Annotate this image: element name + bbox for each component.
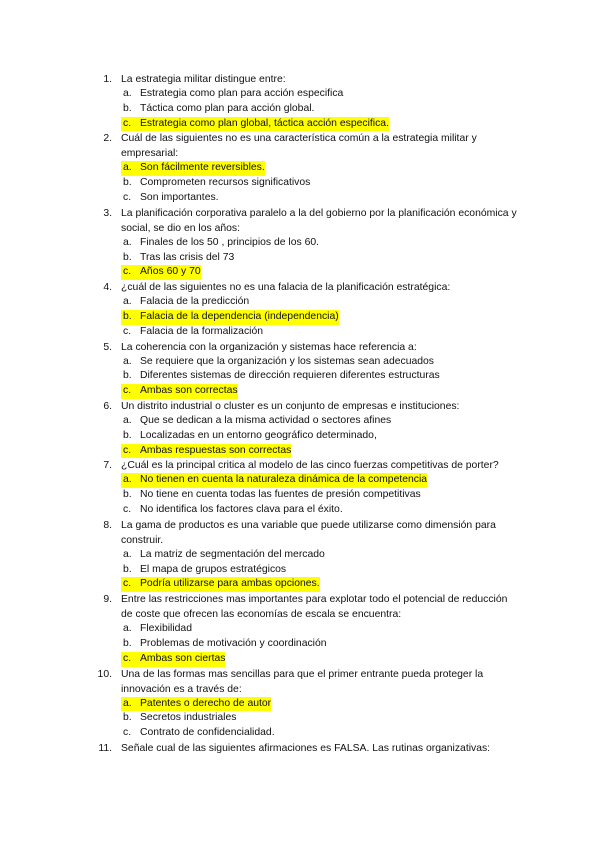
question-head [0,340,599,355]
option-text: Falacia de la formalización [140,325,264,337]
question-number: 9. [103,594,112,606]
question-4 [0,280,599,339]
option-letter: c. [123,191,132,203]
answer-option [0,191,599,206]
answer-options [0,697,599,741]
option-letter: b. [123,712,132,724]
question-8 [0,518,599,592]
option-text: Se requiere que la organización y los sistemas sean adecuados [140,355,435,367]
question-text: La coherencia con la organización y sistemas hace referencia a: [121,341,417,353]
answer-option [0,563,599,578]
option-letter: b. [123,177,132,189]
question-text: ¿cuál de las siguientes no es una falacia de la planificación estratégica: [121,282,451,294]
option-text: Son importantes. [140,191,219,203]
option-text: Años 60 y 70 [140,265,201,280]
answer-option [0,726,599,741]
answer-option [0,488,599,503]
question-text: Cuál de las siguientes no es una característica común a la estrategia militar y empresarial: [121,133,477,160]
option-text: Ambas respuestas son correctas [140,444,291,459]
option-letter: c. [123,727,132,739]
answer-option [0,711,599,726]
question-text: Entre las restricciones mas importantes para explotar todo el potencial de reducción de coste que ofrecen las economías de escala se encuentra: [121,594,508,621]
option-letter: a. [121,161,140,176]
question-text: La estrategia militar distingue entre: [121,74,286,85]
option-letter: c. [121,577,140,592]
question-5 [0,340,599,399]
option-text: Finales de los 50 , principios de los 60. [140,236,320,248]
answer-option-highlighted [0,444,599,459]
question-9 [0,592,599,666]
answer-option [0,429,599,444]
answer-option [0,622,599,637]
option-letter: a. [123,623,132,635]
option-letter: b. [121,310,140,325]
answer-option [0,369,599,384]
option-text: Tras las crisis del 73 [140,251,235,263]
answer-option-highlighted [0,473,599,488]
option-text: Ambas son correctas [140,384,238,399]
question-head [0,72,599,87]
document-page [0,72,599,756]
option-letter: c. [121,265,140,280]
option-text: Problemas de motivación y coordinación [140,637,327,649]
option-letter: b. [123,251,132,263]
question-head [0,399,599,414]
question-head [0,206,599,236]
question-number: 3. [103,207,112,219]
question-2 [0,131,599,205]
question-1 [0,72,599,131]
answer-option-highlighted [0,577,599,592]
answer-options [0,236,599,280]
option-text: El mapa de grupos estratégicos [140,563,287,575]
option-text: Ambas son ciertas [140,652,225,667]
question-number: 2. [103,133,112,145]
option-text: Diferentes sistemas de dirección requieren diferentes estructuras [140,370,440,382]
question-number: 4. [103,282,112,294]
option-letter: b. [123,429,132,441]
question-number: 10. [97,668,112,680]
option-text: Flexibilidad [140,623,192,635]
question-head [0,741,599,756]
option-letter: a. [123,296,132,308]
option-letter: c. [121,384,140,399]
question-number: 11. [98,742,112,754]
question-number: 6. [103,400,112,412]
option-text: Contrato de confidencialidad. [140,727,275,739]
option-letter: a. [121,473,140,488]
option-letter: c. [121,444,140,459]
question-head [0,280,599,295]
answer-option-highlighted [0,117,599,132]
question-number: 7. [103,460,112,472]
option-text: No tienen en cuenta la naturaleza dinámica de la competencia [140,473,427,488]
option-text: Secretos industriales [140,712,237,724]
answer-option [0,251,599,266]
answer-option-highlighted [0,310,599,325]
option-text: No identifica los factores clava para el éxito. [140,503,343,515]
answer-option-highlighted [0,697,599,712]
answer-option-highlighted [0,161,599,176]
answer-option [0,236,599,251]
question-head [0,458,599,473]
option-letter: a. [123,548,132,560]
answer-option [0,295,599,310]
answer-options [0,355,599,399]
question-text: La planificación corporativa paralelo a la del gobierno por la planificación económica y social, se dio en los años: [121,207,517,234]
option-text: Estrategia como plan global, táctica acción especifica. [140,117,389,132]
option-text: Son fácilmente reversibles. [140,161,265,176]
option-text: Podría utilizarse para ambas opciones. [140,577,320,592]
answer-option-highlighted [0,652,599,667]
question-head [0,592,599,622]
option-letter: a. [123,236,132,248]
answer-options [0,87,599,131]
option-letter: b. [123,563,132,575]
option-text: Localizadas en un entorno geográfico determinado, [140,429,377,441]
question-text: Un distrito industrial o cluster es un conjunto de empresas e instituciones: [121,400,460,412]
question-head [0,131,599,161]
option-letter: b. [123,489,132,501]
answer-option [0,176,599,191]
question-10 [0,667,599,741]
question-text: La gama de productos es una variable que puede utilizarse como dimensión para construir. [121,519,496,546]
answer-options [0,161,599,205]
answer-options [0,622,599,666]
question-head [0,518,599,548]
question-text: Una de las formas mas sencillas para que el primer entrante pueda proteger la innovación es a través de: [121,668,484,695]
question-number: 8. [103,519,112,531]
option-text: Falacia de la dependencia (independencia) [140,310,339,325]
option-text: Táctica como plan para acción global. [140,102,315,114]
option-text: La matriz de segmentación del mercado [140,548,325,560]
option-letter: c. [123,325,132,337]
option-letter: c. [121,652,140,667]
answer-option [0,503,599,518]
option-text: Patentes o derecho de autor [140,697,271,712]
option-text: No tiene en cuenta todas las fuentes de presión competitivas [140,489,421,501]
option-letter: b. [123,102,132,114]
option-letter: b. [123,637,132,649]
answer-options [0,548,599,592]
question-7 [0,458,599,517]
answer-option [0,355,599,370]
answer-option [0,548,599,563]
answer-option [0,414,599,429]
answer-option-highlighted [0,265,599,280]
question-number: 1. [103,74,112,85]
question-6 [0,399,599,458]
option-letter: a. [123,414,132,426]
option-letter: a. [123,355,132,367]
option-letter: a. [121,697,140,712]
option-text: Falacia de la predicción [140,296,250,308]
option-letter: b. [123,370,132,382]
question-11 [0,741,599,756]
option-letter: c. [123,503,132,515]
option-text: Que se dedican a la misma actividad o sectores afines [140,414,392,426]
answer-options [0,295,599,339]
question-3 [0,206,599,280]
question-text: Señale cual de las siguientes afirmaciones es FALSA. Las rutinas organizativas: [121,742,491,754]
answer-option [0,637,599,652]
answer-options [0,414,599,458]
option-text: Estrategia como plan para acción especifica [140,88,344,99]
answer-option-highlighted [0,384,599,399]
question-text: ¿Cuál es la principal critica al modelo de las cinco fuerzas competitivas de porter? [121,460,499,472]
answer-options [0,473,599,517]
option-text: Comprometen recursos significativos [140,177,311,189]
answer-option [0,87,599,102]
answer-option [0,325,599,340]
answer-option [0,102,599,117]
question-head [0,667,599,697]
option-letter: a. [123,88,132,99]
option-letter: c. [121,117,140,132]
question-number: 5. [103,341,112,353]
